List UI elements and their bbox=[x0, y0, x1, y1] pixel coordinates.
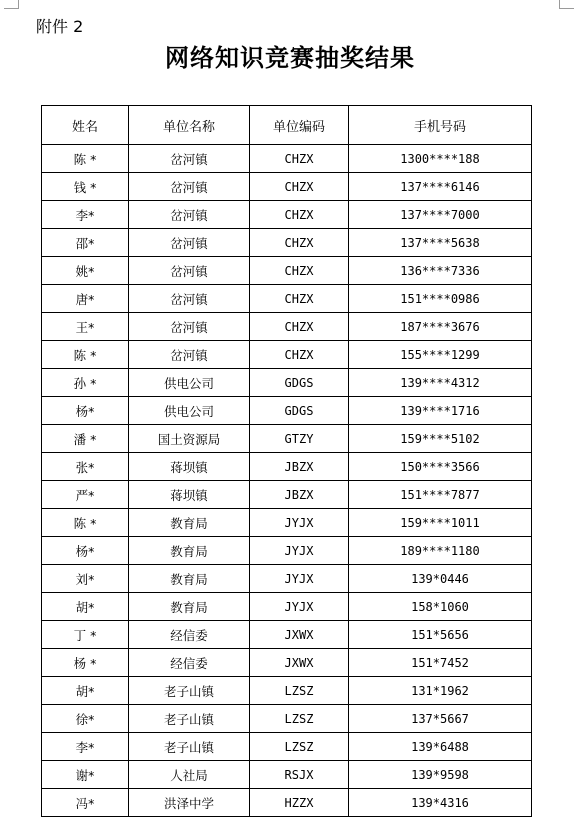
cell-unit-code: JBZX bbox=[250, 481, 349, 509]
cell-unit-name: 岔河镇 bbox=[129, 341, 250, 369]
table-row bbox=[42, 173, 532, 201]
cell-name: 张* bbox=[42, 453, 129, 481]
cell-unit-name: 洪泽中学 bbox=[129, 789, 250, 817]
cell-name: 姚* bbox=[42, 257, 129, 285]
cell-phone: 159****5102 bbox=[349, 425, 532, 453]
cell-phone: 137****6146 bbox=[349, 173, 532, 201]
cell-unit-name: 教育局 bbox=[129, 593, 250, 621]
cell-phone: 139****4312 bbox=[349, 369, 532, 397]
cell-unit-code: CHZX bbox=[250, 341, 349, 369]
cell-phone: 139*9598 bbox=[349, 761, 532, 789]
cell-phone: 139****1716 bbox=[349, 397, 532, 425]
table-row bbox=[42, 677, 532, 705]
cell-name: 王* bbox=[42, 313, 129, 341]
cell-name: 陈 * bbox=[42, 509, 129, 537]
cell-unit-name: 岔河镇 bbox=[129, 313, 250, 341]
header-name: 姓名 bbox=[42, 106, 129, 145]
cell-name: 严* bbox=[42, 481, 129, 509]
cell-phone: 151*5656 bbox=[349, 621, 532, 649]
header-unit-name: 单位名称 bbox=[129, 106, 250, 145]
cell-unit-code: JBZX bbox=[250, 453, 349, 481]
cell-unit-name: 教育局 bbox=[129, 537, 250, 565]
cell-name: 唐* bbox=[42, 285, 129, 313]
cell-phone: 158*1060 bbox=[349, 593, 532, 621]
cell-phone: 137****7000 bbox=[349, 201, 532, 229]
cell-unit-name: 蒋坝镇 bbox=[129, 481, 250, 509]
table-row bbox=[42, 145, 532, 173]
table-row bbox=[42, 537, 532, 565]
table-row bbox=[42, 593, 532, 621]
cell-phone: 139*6488 bbox=[349, 733, 532, 761]
cell-unit-name: 供电公司 bbox=[129, 397, 250, 425]
table-row bbox=[42, 229, 532, 257]
cell-name: 杨* bbox=[42, 397, 129, 425]
cell-unit-code: JYJX bbox=[250, 593, 349, 621]
cell-unit-code: CHZX bbox=[250, 285, 349, 313]
table-row bbox=[42, 369, 532, 397]
table-row bbox=[42, 397, 532, 425]
cell-unit-name: 国土资源局 bbox=[129, 425, 250, 453]
header-unit-code: 单位编码 bbox=[250, 106, 349, 145]
cell-unit-code: JXWX bbox=[250, 649, 349, 677]
cell-unit-name: 岔河镇 bbox=[129, 285, 250, 313]
cell-unit-name: 老子山镇 bbox=[129, 733, 250, 761]
page-corner-mark-left bbox=[4, 0, 19, 9]
cell-name: 胡* bbox=[42, 677, 129, 705]
table-row bbox=[42, 257, 532, 285]
cell-phone: 159****1011 bbox=[349, 509, 532, 537]
cell-phone: 151****7877 bbox=[349, 481, 532, 509]
cell-unit-code: GDGS bbox=[250, 369, 349, 397]
cell-phone: 151****0986 bbox=[349, 285, 532, 313]
cell-phone: 189****1180 bbox=[349, 537, 532, 565]
page-title: 网络知识竞赛抽奖结果 bbox=[165, 43, 415, 72]
cell-name: 钱 * bbox=[42, 173, 129, 201]
cell-phone: 1300****188 bbox=[349, 145, 532, 173]
cell-unit-name: 老子山镇 bbox=[129, 677, 250, 705]
cell-unit-name: 经信委 bbox=[129, 649, 250, 677]
cell-phone: 139*0446 bbox=[349, 565, 532, 593]
table-row bbox=[42, 733, 532, 761]
cell-unit-code: CHZX bbox=[250, 201, 349, 229]
cell-name: 孙 * bbox=[42, 369, 129, 397]
cell-phone: 139*4316 bbox=[349, 789, 532, 817]
table-row bbox=[42, 313, 532, 341]
cell-unit-code: JYJX bbox=[250, 509, 349, 537]
cell-unit-code: LZSZ bbox=[250, 733, 349, 761]
cell-unit-code: CHZX bbox=[250, 173, 349, 201]
cell-phone: 131*1962 bbox=[349, 677, 532, 705]
cell-unit-name: 人社局 bbox=[129, 761, 250, 789]
cell-name: 陈 * bbox=[42, 341, 129, 369]
cell-phone: 151*7452 bbox=[349, 649, 532, 677]
cell-unit-name: 岔河镇 bbox=[129, 229, 250, 257]
cell-unit-code: JXWX bbox=[250, 621, 349, 649]
cell-phone: 155****1299 bbox=[349, 341, 532, 369]
table-body bbox=[42, 145, 532, 817]
cell-name: 潘 * bbox=[42, 425, 129, 453]
table-row bbox=[42, 341, 532, 369]
cell-name: 刘* bbox=[42, 565, 129, 593]
cell-name: 李* bbox=[42, 733, 129, 761]
cell-unit-name: 教育局 bbox=[129, 565, 250, 593]
cell-unit-code: RSJX bbox=[250, 761, 349, 789]
cell-unit-code: CHZX bbox=[250, 257, 349, 285]
table-row bbox=[42, 705, 532, 733]
cell-unit-code: GTZY bbox=[250, 425, 349, 453]
table-row bbox=[42, 565, 532, 593]
cell-unit-name: 老子山镇 bbox=[129, 705, 250, 733]
table-row bbox=[42, 761, 532, 789]
cell-phone: 137****5638 bbox=[349, 229, 532, 257]
cell-unit-code: LZSZ bbox=[250, 705, 349, 733]
results-table bbox=[41, 105, 532, 817]
cell-unit-name: 岔河镇 bbox=[129, 173, 250, 201]
table-row bbox=[42, 789, 532, 817]
table-header-row bbox=[42, 106, 532, 145]
table-row bbox=[42, 425, 532, 453]
cell-unit-code: JYJX bbox=[250, 537, 349, 565]
cell-phone: 137*5667 bbox=[349, 705, 532, 733]
cell-phone: 187****3676 bbox=[349, 313, 532, 341]
cell-name: 徐* bbox=[42, 705, 129, 733]
cell-name: 邵* bbox=[42, 229, 129, 257]
cell-unit-code: GDGS bbox=[250, 397, 349, 425]
cell-name: 陈 * bbox=[42, 145, 129, 173]
cell-unit-name: 蒋坝镇 bbox=[129, 453, 250, 481]
cell-unit-code: CHZX bbox=[250, 229, 349, 257]
page-corner-mark-right bbox=[559, 0, 574, 9]
table-row bbox=[42, 285, 532, 313]
cell-unit-name: 供电公司 bbox=[129, 369, 250, 397]
cell-name: 杨 * bbox=[42, 649, 129, 677]
table-row bbox=[42, 621, 532, 649]
cell-phone: 136****7336 bbox=[349, 257, 532, 285]
cell-name: 谢* bbox=[42, 761, 129, 789]
cell-unit-name: 岔河镇 bbox=[129, 257, 250, 285]
header-phone: 手机号码 bbox=[349, 106, 532, 145]
attachment-label: 附件 2 bbox=[36, 17, 84, 36]
cell-name: 胡* bbox=[42, 593, 129, 621]
cell-unit-name: 岔河镇 bbox=[129, 201, 250, 229]
cell-name: 冯* bbox=[42, 789, 129, 817]
table-row bbox=[42, 649, 532, 677]
cell-unit-code: JYJX bbox=[250, 565, 349, 593]
cell-unit-code: CHZX bbox=[250, 145, 349, 173]
table-row bbox=[42, 481, 532, 509]
cell-name: 杨* bbox=[42, 537, 129, 565]
cell-unit-code: CHZX bbox=[250, 313, 349, 341]
cell-unit-name: 岔河镇 bbox=[129, 145, 250, 173]
table-row bbox=[42, 453, 532, 481]
cell-unit-name: 教育局 bbox=[129, 509, 250, 537]
cell-name: 丁 * bbox=[42, 621, 129, 649]
cell-unit-name: 经信委 bbox=[129, 621, 250, 649]
cell-phone: 150****3566 bbox=[349, 453, 532, 481]
cell-unit-code: HZZX bbox=[250, 789, 349, 817]
table-row bbox=[42, 201, 532, 229]
cell-name: 李* bbox=[42, 201, 129, 229]
cell-unit-code: LZSZ bbox=[250, 677, 349, 705]
table-row bbox=[42, 509, 532, 537]
